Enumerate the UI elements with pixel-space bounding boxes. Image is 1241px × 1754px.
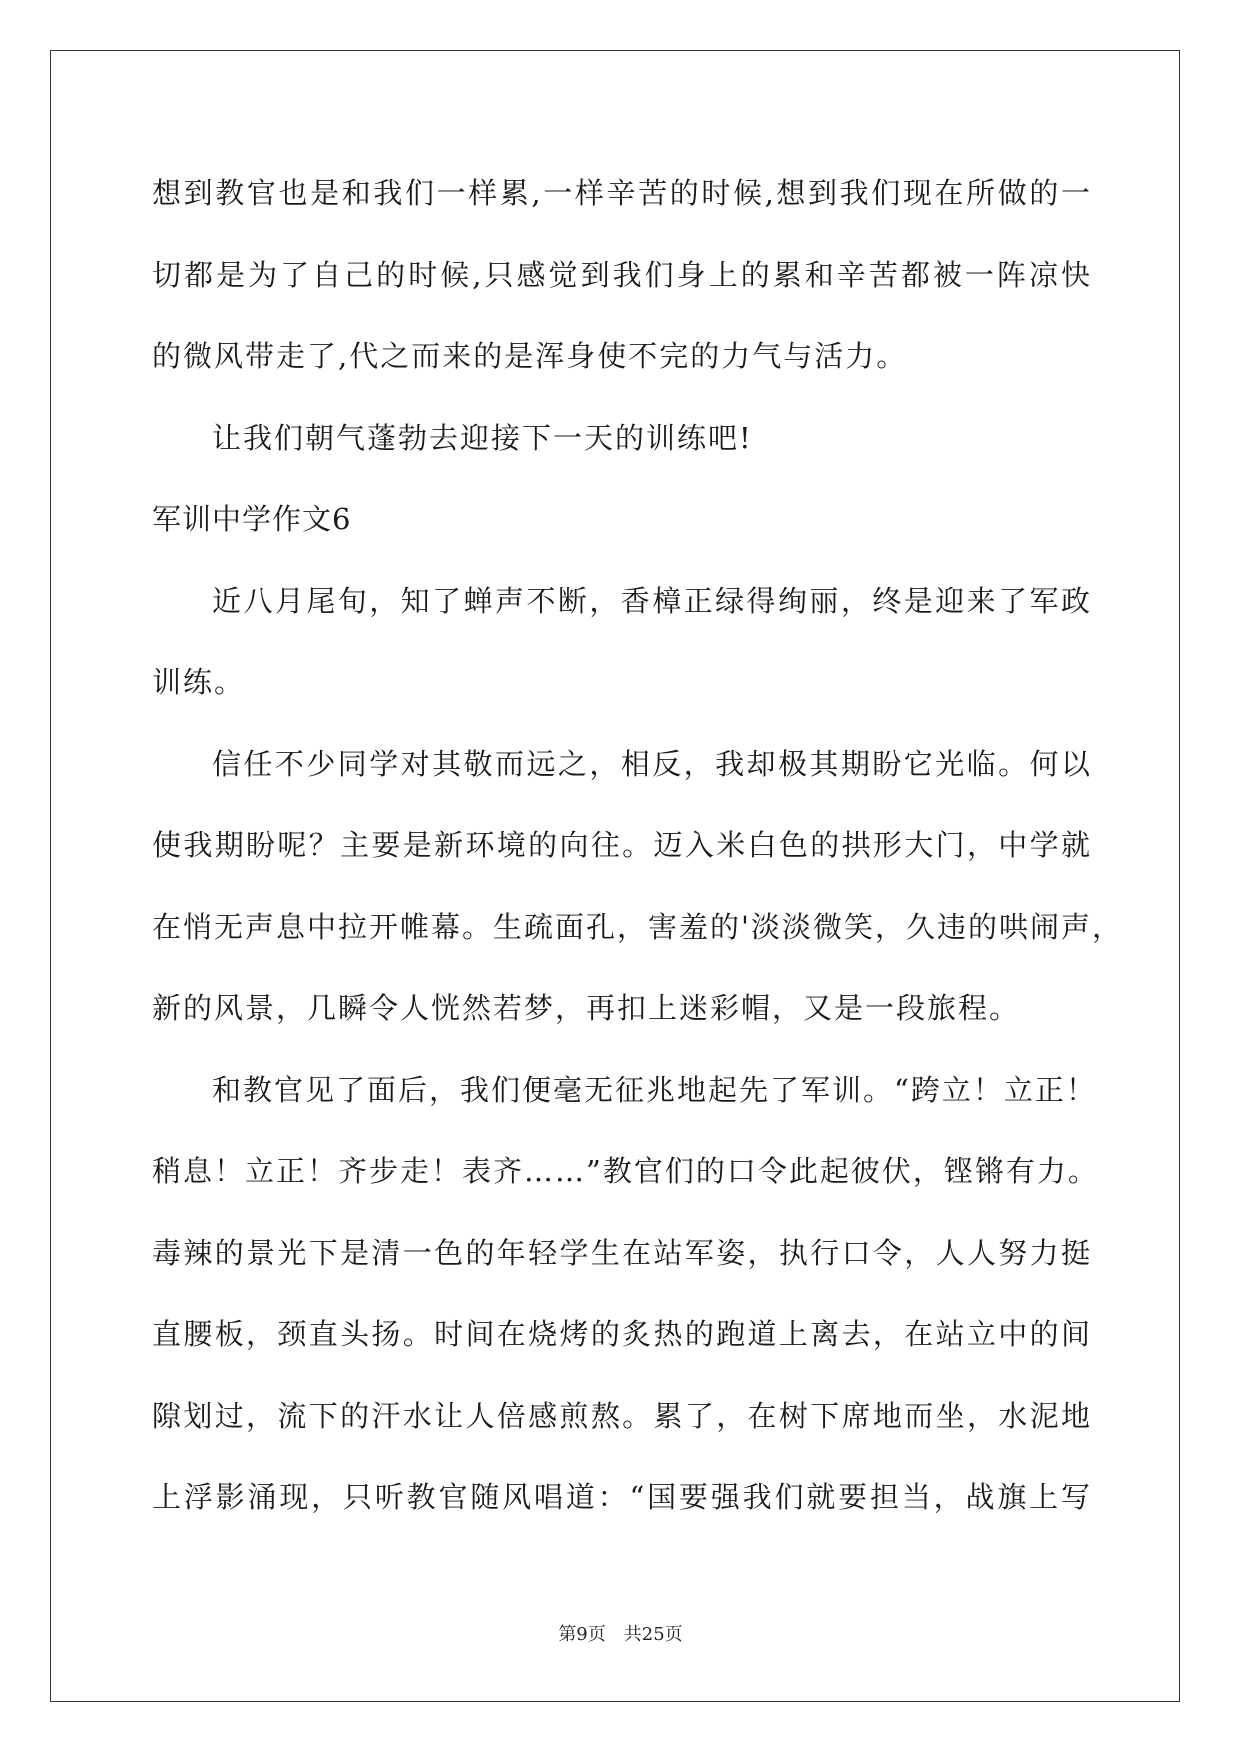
text-line: 新的风景，几瞬令人恍然若梦，再扣上迷彩帽，又是一段旅程。 xyxy=(152,991,1021,1025)
text-line: 使我期盼呢？主要是新环境的向往。迈入米白色的拱形大门，中学就 xyxy=(152,828,1092,862)
document-body xyxy=(152,153,1123,1539)
text-line: 的微风带走了,代之而来的是浑身使不完的力气与活力。 xyxy=(152,339,908,373)
page-total: 共25页 xyxy=(623,1624,683,1645)
text-line: 和教官见了面后，我们便毫无征兆地起先了军训。“跨立！立正！ xyxy=(212,1072,1097,1107)
text-line: 切都是为了自己的时候,只感觉到我们身上的累和辛苦都被一阵凉快 xyxy=(152,257,1092,292)
text-line: 让我们朝气蓬勃去迎接下一天的训练吧! xyxy=(212,420,753,455)
text-line: 毒辣的景光下是清一色的年轻学生在站军姿，执行口令，人人努力挺 xyxy=(152,1235,1092,1270)
text-line: 信任不少同学对其敬而远之，相反，我却极其期盼它光临。何以 xyxy=(212,746,1092,781)
text-line: 上浮影涌现，只听教官随风唱道：“国要强我们就要担当，战旗上写 xyxy=(152,1480,1092,1514)
text-line: 训练。 xyxy=(152,665,246,699)
text-line: 直腰板，颈直头扬。时间在烧烤的炙热的跑道上离去，在站立中的间 xyxy=(152,1317,1092,1351)
text-line: 在悄无声息中拉开帷幕。生疏面孔，害羞的'淡淡微笑，久违的哄闹声， xyxy=(152,909,1123,944)
text-line: 隙划过，流下的汗水让人倍感煎熬。累了，在树下席地而坐，水泥地 xyxy=(152,1398,1092,1433)
section-heading: 军训中学作文6 xyxy=(152,502,352,536)
text-line: 近八月尾旬，知了蝉声不断，香樟正绿得绚丽，终是迎来了军政 xyxy=(212,583,1092,618)
text-line: 稍息！立正！齐步走！表齐……”教官们的口令此起彼伏，铿锵有力。 xyxy=(152,1154,1099,1188)
text-line: 想到教官也是和我们一样累,一样辛苦的时候,想到我们现在所做的一 xyxy=(152,176,1092,210)
page-footer xyxy=(0,1620,1241,1646)
page-number: 第9页 xyxy=(558,1624,606,1645)
